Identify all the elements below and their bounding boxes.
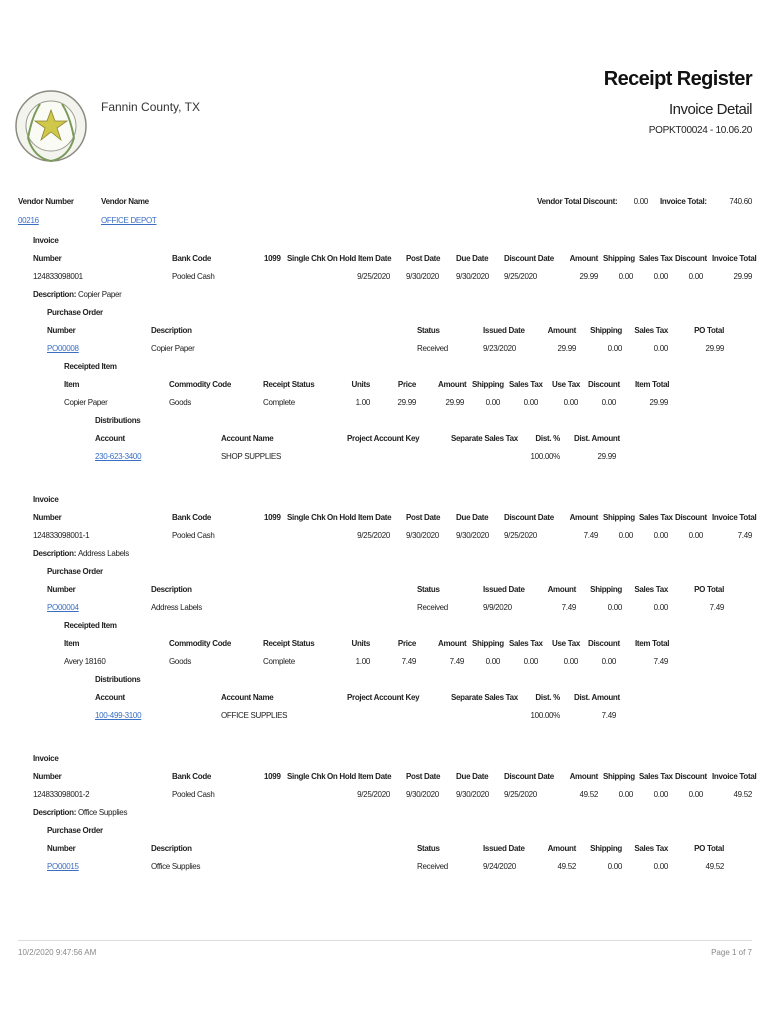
po-amount-label: Amount [547,585,576,594]
po-status-label: Status [417,585,440,594]
po-number-link[interactable]: PO00015 [47,862,79,871]
invoice-number: 124833098001-2 [33,790,90,799]
1099-label: 1099 [264,254,281,263]
report-subtitle: Invoice Detail [668,101,752,118]
bank-code-label: Bank Code [172,254,212,263]
po-issued-date: 9/24/2020 [483,862,516,871]
bank-code: Pooled Cash [172,272,215,281]
po-total: 49.52 [705,862,724,871]
po-sales-tax: 0.00 [653,862,668,871]
shipping: 0.00 [618,790,633,799]
po-status-label: Status [417,844,440,853]
vendor-total-discount-label: Vendor Total Discount: [537,197,618,206]
item-label: Item [64,380,80,389]
sales-tax-label: Sales Tax [639,772,673,781]
amount-label: Amount [569,254,598,263]
price-label: Price [397,639,416,648]
price: 29.99 [397,398,416,407]
po-shipping: 0.00 [607,344,622,353]
bank-code-label: Bank Code [172,772,212,781]
dist-amount: 29.99 [597,452,616,461]
po-description: Address Labels [151,603,202,612]
item-sales-tax-label: Sales Tax [509,380,543,389]
on-hold-label: On Hold [327,254,357,263]
po-description-label: Description [151,326,192,335]
po-shipping-label: Shipping [590,326,622,335]
invoice-total: 49.52 [733,790,752,799]
amount-label: Amount [569,772,598,781]
discount: 0.00 [688,531,703,540]
vendor-invoice-total: 740.60 [729,197,752,206]
county-name: Fannin County, TX [101,100,200,114]
receipt-status-label: Receipt Status [263,639,315,648]
receipt-status: Complete [263,398,295,407]
post-date-label: Post Date [406,254,441,263]
commodity-code: Goods [169,657,192,666]
po-description: Office Supplies [151,862,201,871]
vendor-name-label: Vendor Name [101,197,149,206]
po-issued-date: 9/23/2020 [483,344,516,353]
account-label: Account [95,693,125,702]
item-date: 9/25/2020 [357,272,390,281]
item-date: 9/25/2020 [357,531,390,540]
post-date: 9/30/2020 [406,272,439,281]
purchase-order-label: Purchase Order [47,567,103,576]
po-number-label: Number [47,326,76,335]
discount-label: Discount [675,513,707,522]
invoice-total: 29.99 [733,272,752,281]
single-chk-label: Single Chk [287,513,326,522]
item-sales-tax: 0.00 [523,398,538,407]
item-amount: 7.49 [449,657,464,666]
item-date: 9/25/2020 [357,790,390,799]
item-use-tax: 0.00 [563,398,578,407]
1099-label: 1099 [264,772,281,781]
account-link[interactable]: 230-623-3400 [95,452,142,461]
po-shipping-label: Shipping [590,844,622,853]
discount-date: 9/25/2020 [504,790,537,799]
price: 7.49 [401,657,416,666]
vendor-number-label: Vendor Number [18,197,74,206]
due-date-label: Due Date [456,254,489,263]
amount: 29.99 [579,272,598,281]
po-total-label: PO Total [694,844,724,853]
po-amount: 49.52 [557,862,576,871]
item-total-label: Item Total [635,639,670,648]
sales-tax: 0.00 [653,531,668,540]
dist-pct: 100.00% [530,452,560,461]
discount: 0.00 [688,272,703,281]
bank-code: Pooled Cash [172,790,215,799]
units: 1.00 [355,657,370,666]
units: 1.00 [355,398,370,407]
account-label: Account [95,434,125,443]
discount-date: 9/25/2020 [504,272,537,281]
po-status: Received [417,344,448,353]
footer-timestamp: 10/2/2020 9:47:56 AM [18,948,97,957]
invoice-number: 124833098001 [33,272,83,281]
po-shipping-label: Shipping [590,585,622,594]
invoice-number-label: Number [33,772,62,781]
po-issued-date-label: Issued Date [483,585,525,594]
shipping: 0.00 [618,531,633,540]
item-total: 7.49 [653,657,668,666]
item-date-label: Item Date [358,513,392,522]
discount-label: Discount [675,254,707,263]
discount-date-label: Discount Date [504,254,554,263]
invoice-number-label: Number [33,513,62,522]
item-discount-label: Discount [588,380,620,389]
po-status-label: Status [417,326,440,335]
report-title: Receipt Register [603,68,752,90]
invoice-label: Invoice [33,754,59,763]
invoice-description: Copier Paper [78,290,122,299]
commodity-code-label: Commodity Code [169,639,232,648]
invoice-total-label: Invoice Total [712,772,757,781]
vendor-name-link[interactable]: OFFICE DEPOT [101,216,157,225]
po-number-link[interactable]: PO00008 [47,344,79,353]
description-label: Description: [33,549,77,558]
item-discount-label: Discount [588,639,620,648]
po-description: Copier Paper [151,344,195,353]
item-name: Avery 18160 [64,657,106,666]
use-tax-label: Use Tax [552,380,580,389]
amount-label: Amount [569,513,598,522]
po-issued-date-label: Issued Date [483,326,525,335]
item-sales-tax: 0.00 [523,657,538,666]
item-sales-tax-label: Sales Tax [509,639,543,648]
post-date-label: Post Date [406,513,441,522]
item-total-label: Item Total [635,380,670,389]
dist-amount-label: Dist. Amount [574,434,620,443]
purchase-order-label: Purchase Order [47,308,103,317]
on-hold-label: On Hold [327,513,357,522]
discount-date-label: Discount Date [504,513,554,522]
sales-tax: 0.00 [653,790,668,799]
receipted-item-label: Receipted Item [64,621,117,630]
vendor-total-discount: 0.00 [633,197,648,206]
single-chk-label: Single Chk [287,254,326,263]
invoice-number: 124833098001-1 [33,531,90,540]
item-amount: 29.99 [445,398,464,407]
item-amount-label: Amount [438,639,467,648]
invoice-total-label: Invoice Total [712,513,757,522]
item-discount: 0.00 [601,657,616,666]
po-shipping: 0.00 [607,603,622,612]
dist-pct: 100.00% [530,711,560,720]
po-status: Received [417,862,448,871]
discount-label: Discount [675,772,707,781]
item-amount-label: Amount [438,380,467,389]
po-number-label: Number [47,844,76,853]
invoice-description: Address Labels [78,549,129,558]
price-label: Price [397,380,416,389]
item-name: Copier Paper [64,398,108,407]
po-number-link[interactable]: PO00004 [47,603,79,612]
account-name: OFFICE SUPPLIES [221,711,288,720]
invoice-description: Office Supplies [78,808,128,817]
account-link[interactable]: 100-499-3100 [95,711,142,720]
amount: 49.52 [579,790,598,799]
shipping-label: Shipping [603,254,635,263]
po-amount: 29.99 [557,344,576,353]
post-date: 9/30/2020 [406,531,439,540]
sales-tax-label: Sales Tax [639,513,673,522]
bank-code-label: Bank Code [172,513,212,522]
po-sales-tax: 0.00 [653,603,668,612]
po-sales-tax-label: Sales Tax [634,844,668,853]
units-label: Units [351,639,370,648]
due-date: 9/30/2020 [456,272,489,281]
sales-tax-label: Sales Tax [639,254,673,263]
discount-date: 9/25/2020 [504,531,537,540]
item-shipping-label: Shipping [472,639,504,648]
po-status: Received [417,603,448,612]
description-label: Description: [33,290,77,299]
dist-pct-label: Dist. % [535,434,560,443]
po-sales-tax-label: Sales Tax [634,585,668,594]
item-use-tax: 0.00 [563,657,578,666]
invoice-label: Invoice [33,236,59,245]
discount: 0.00 [688,790,703,799]
distributions-label: Distributions [95,675,141,684]
account-name-label: Account Name [221,693,274,702]
po-shipping: 0.00 [607,862,622,871]
single-chk-label: Single Chk [287,772,326,781]
item-shipping-label: Shipping [472,380,504,389]
invoice-total-label: Invoice Total [712,254,757,263]
po-total-label: PO Total [694,326,724,335]
project-account-key-label: Project Account Key [347,434,420,443]
item-total: 29.99 [649,398,668,407]
report-id: POPKT00024 - 10.06.20 [648,125,752,136]
po-issued-date-label: Issued Date [483,844,525,853]
po-description-label: Description [151,585,192,594]
discount-date-label: Discount Date [504,772,554,781]
item-shipping: 0.00 [485,398,500,407]
post-date: 9/30/2020 [406,790,439,799]
due-date-label: Due Date [456,772,489,781]
sales-tax: 0.00 [653,272,668,281]
invoice-total: 7.49 [737,531,752,540]
on-hold-label: On Hold [327,772,357,781]
shipping: 0.00 [618,272,633,281]
account-name: SHOP SUPPLIES [221,452,281,461]
vendor-number-link[interactable]: 00216 [18,216,39,225]
post-date-label: Post Date [406,772,441,781]
amount: 7.49 [583,531,598,540]
po-amount-label: Amount [547,844,576,853]
due-date: 9/30/2020 [456,790,489,799]
po-amount-label: Amount [547,326,576,335]
bank-code: Pooled Cash [172,531,215,540]
po-total: 7.49 [709,603,724,612]
use-tax-label: Use Tax [552,639,580,648]
units-label: Units [351,380,370,389]
purchase-order-label: Purchase Order [47,826,103,835]
po-total: 29.99 [705,344,724,353]
receipted-item-label: Receipted Item [64,362,117,371]
shipping-label: Shipping [603,513,635,522]
commodity-code-label: Commodity Code [169,380,232,389]
due-date-label: Due Date [456,513,489,522]
receipt-status: Complete [263,657,295,666]
po-amount: 7.49 [561,603,576,612]
footer-divider [18,940,752,941]
separate-sales-tax-label: Separate Sales Tax [451,434,518,443]
item-label: Item [64,639,80,648]
county-seal-logo [14,66,88,186]
distributions-label: Distributions [95,416,141,425]
dist-amount-label: Dist. Amount [574,693,620,702]
account-name-label: Account Name [221,434,274,443]
shipping-label: Shipping [603,772,635,781]
po-total-label: PO Total [694,585,724,594]
due-date: 9/30/2020 [456,531,489,540]
1099-label: 1099 [264,513,281,522]
footer-page-number: Page 1 of 7 [711,948,752,957]
vendor-invoice-total-label: Invoice Total: [660,197,707,206]
po-sales-tax-label: Sales Tax [634,326,668,335]
receipt-status-label: Receipt Status [263,380,315,389]
dist-pct-label: Dist. % [535,693,560,702]
po-sales-tax: 0.00 [653,344,668,353]
dist-amount: 7.49 [601,711,616,720]
description-label: Description: [33,808,77,817]
po-number-label: Number [47,585,76,594]
commodity-code: Goods [169,398,192,407]
po-issued-date: 9/9/2020 [483,603,512,612]
item-discount: 0.00 [601,398,616,407]
item-date-label: Item Date [358,772,392,781]
po-description-label: Description [151,844,192,853]
item-shipping: 0.00 [485,657,500,666]
item-date-label: Item Date [358,254,392,263]
invoice-label: Invoice [33,495,59,504]
invoice-number-label: Number [33,254,62,263]
project-account-key-label: Project Account Key [347,693,420,702]
separate-sales-tax-label: Separate Sales Tax [451,693,518,702]
